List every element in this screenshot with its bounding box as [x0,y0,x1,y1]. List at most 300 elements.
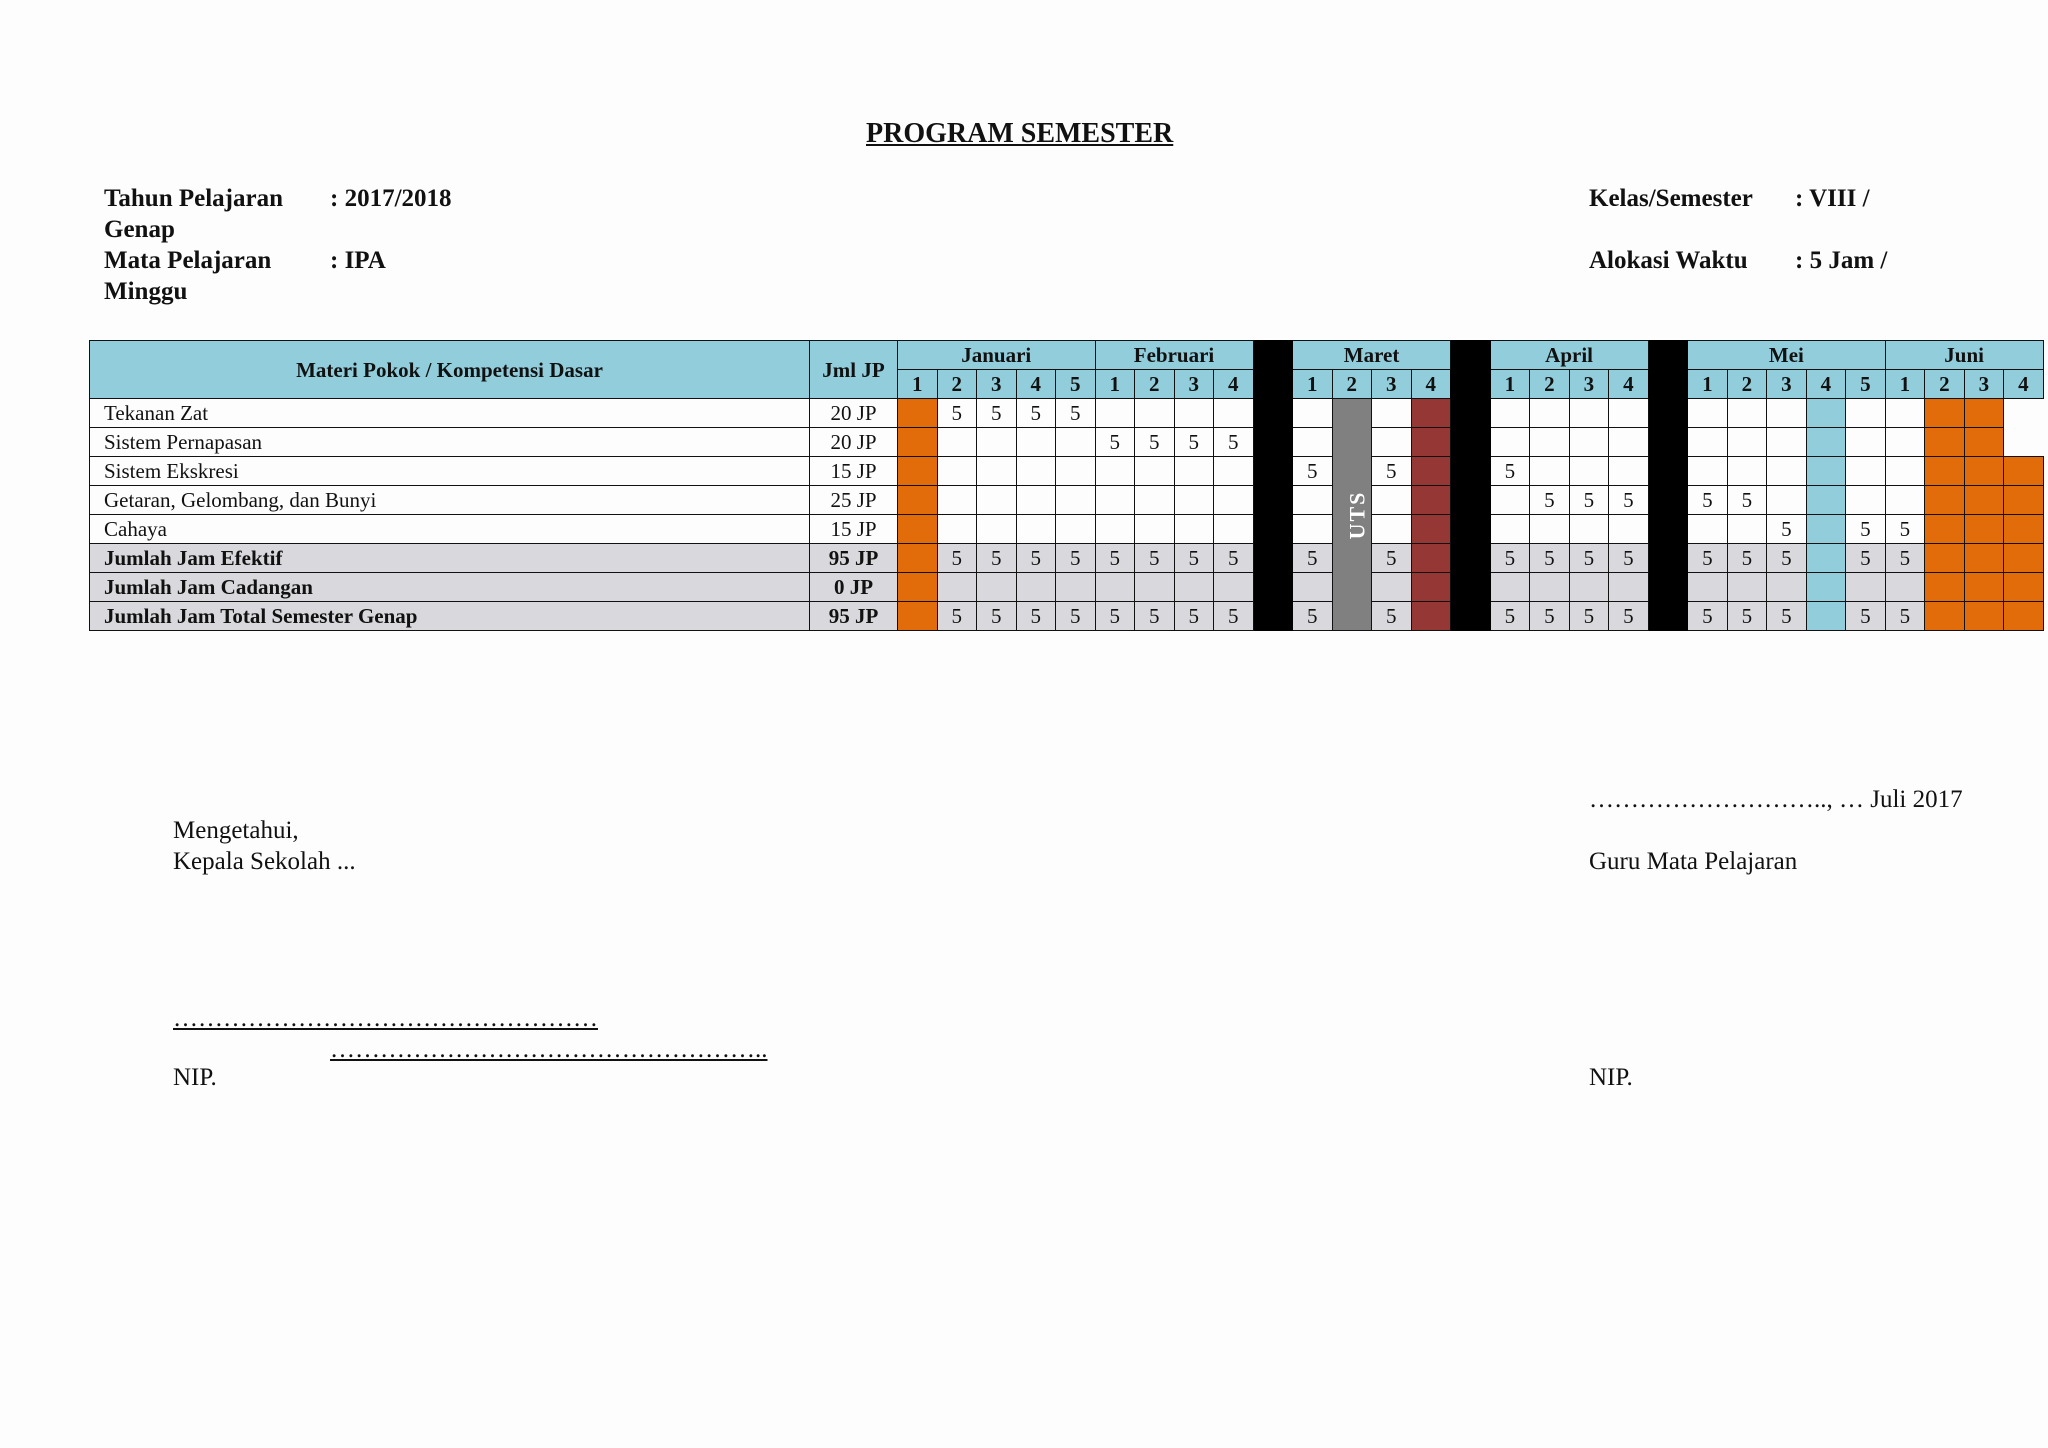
week-cell [1767,573,1807,602]
activity-cell [1806,486,1846,515]
kelas-value: : VIII / [1795,185,1870,212]
week-cell [1569,573,1609,602]
table-row [90,544,2044,573]
jml-jp-cell: 0 JP [810,573,898,602]
jml-jp-cell: 20 JP [810,399,898,428]
nip-left: NIP. [173,1064,217,1091]
header-week: 3 [977,370,1017,399]
week-cell [977,486,1017,515]
week-cell [937,573,977,602]
table-row [90,457,2044,486]
week-cell [1530,457,1570,486]
week-cell [1095,486,1135,515]
header-week: 3 [1964,370,2004,399]
header-week: 1 [1885,370,1925,399]
week-cell [1530,515,1570,544]
uts-label: UTS [1343,490,1369,539]
holiday-cell [898,486,938,515]
table-row [90,602,2044,631]
header-week: 3 [1174,370,1214,399]
break-cell [1451,428,1491,457]
signature-line-mid: …………………………………………….. [330,1036,768,1063]
week-cell [1135,457,1175,486]
week-cell [1214,486,1254,515]
week-cell [1372,573,1412,602]
table-row [90,515,2044,544]
week-cell: 5 [937,399,977,428]
week-cell [1609,457,1649,486]
week-cell: 5 [1135,544,1175,573]
week-cell: 5 [1885,515,1925,544]
week-cell [1056,457,1096,486]
week-cell [1135,399,1175,428]
week-cell: 5 [1727,544,1767,573]
holiday-cell [1925,602,1965,631]
week-cell [1372,428,1412,457]
week-cell [1727,515,1767,544]
week-cell [1490,573,1530,602]
holiday-cell [1964,515,2004,544]
jml-jp-cell: 95 JP [810,602,898,631]
header-month-juni: Juni [1885,341,2043,370]
activity-cell [1806,515,1846,544]
header-week: 2 [1727,370,1767,399]
break-cell [1648,428,1688,457]
mapel-value: : IPA [330,247,386,274]
week-cell [1293,428,1333,457]
week-cell [1490,428,1530,457]
week-cell [1293,515,1333,544]
week-cell [1846,457,1886,486]
week-cell [1095,573,1135,602]
table-row [90,486,2044,515]
date-line: ……………………….., … Juli 2017 [1589,786,1963,813]
week-cell [1727,399,1767,428]
week-cell: 5 [1293,544,1333,573]
week-cell [1688,573,1728,602]
materi-cell: Getaran, Gelombang, dan Bunyi [90,486,810,515]
week-cell: 5 [1293,457,1333,486]
alokasi-label: Alokasi Waktu [1589,247,1748,274]
week-cell [1885,573,1925,602]
week-cell: 5 [1490,602,1530,631]
materi-cell: Tekanan Zat [90,399,810,428]
week-cell [1372,486,1412,515]
break-cell [1253,428,1293,457]
week-cell [1885,457,1925,486]
week-cell: 5 [1174,602,1214,631]
header-jml-jp: Jml JP [810,341,898,399]
week-cell [1767,486,1807,515]
header-materi: Materi Pokok / Kompetensi Dasar [90,341,810,399]
program-semester-table [89,340,2044,631]
week-cell: 5 [977,602,1017,631]
week-cell [937,457,977,486]
week-cell: 5 [1135,602,1175,631]
week-cell [1135,573,1175,602]
holiday-cell [2004,573,2044,602]
holiday-cell [2004,544,2044,573]
break-cell [1451,457,1491,486]
holiday-cell [1964,573,2004,602]
header-week: 4 [1214,370,1254,399]
header-week: 3 [1767,370,1807,399]
week-cell [1056,515,1096,544]
materi-cell: Jumlah Jam Efektif [90,544,810,573]
header-week: 3 [1569,370,1609,399]
week-cell [1569,515,1609,544]
holiday-cell [2004,486,2044,515]
week-cell [1767,457,1807,486]
week-cell [1135,486,1175,515]
alokasi-value: : 5 Jam / [1795,247,1888,274]
week-cell: 5 [1569,486,1609,515]
header-week: 2 [1925,370,1965,399]
week-cell [1609,428,1649,457]
holiday-cell [898,602,938,631]
header-week: 4 [1609,370,1649,399]
week-cell [1095,399,1135,428]
break-cell [1451,486,1491,515]
holiday-cell [1964,544,2004,573]
page-title: PROGRAM SEMESTER [866,118,1174,149]
week-cell: 5 [1016,602,1056,631]
week-cell [937,486,977,515]
week-cell: 5 [1214,602,1254,631]
week-cell: 5 [1135,428,1175,457]
week-cell [1846,486,1886,515]
week-cell: 5 [1767,544,1807,573]
break-cell [1648,399,1688,428]
week-cell [1767,399,1807,428]
header-week: 2 [1332,370,1372,399]
tahun-label: Tahun Pelajaran [104,185,283,212]
jml-jp-cell: 95 JP [810,544,898,573]
break-cell [1648,573,1688,602]
week-cell [1293,573,1333,602]
week-cell [1372,515,1412,544]
week-cell: 5 [1214,544,1254,573]
week-cell [937,515,977,544]
holiday-cell [898,515,938,544]
jml-jp-cell: 20 JP [810,428,898,457]
week-cell [1688,399,1728,428]
activity-cell [1806,428,1846,457]
week-cell [1095,457,1135,486]
week-cell [1174,457,1214,486]
holiday-cell [898,399,938,428]
header-month-januari: Januari [898,341,1096,370]
header-month-april: April [1490,341,1648,370]
holiday-cell [2004,457,2044,486]
week-cell [1727,428,1767,457]
jml-jp-cell: 25 JP [810,486,898,515]
holiday-cell [1925,457,1965,486]
week-cell [1885,399,1925,428]
week-cell: 5 [1056,544,1096,573]
table-row [90,399,2044,428]
holiday-cell [1925,573,1965,602]
break-cell [1451,341,1491,399]
week-cell [1846,428,1886,457]
week-cell [1569,399,1609,428]
week-cell [1016,515,1056,544]
week-cell: 5 [1609,486,1649,515]
week-cell: 5 [1174,544,1214,573]
week-cell [1174,486,1214,515]
materi-cell: Cahaya [90,515,810,544]
week-cell: 5 [937,544,977,573]
activity-cell [1806,544,1846,573]
week-cell: 5 [1727,602,1767,631]
header-row-months [90,341,2044,370]
week-cell: 5 [1767,515,1807,544]
holiday-cell [898,457,938,486]
break-cell [1253,573,1293,602]
week-cell: 5 [1372,544,1412,573]
holiday-cell [2004,602,2044,631]
header-week: 2 [937,370,977,399]
week-cell: 5 [1056,399,1096,428]
table-row [90,428,2044,457]
week-cell [1214,399,1254,428]
week-cell [1609,573,1649,602]
minggu-wrap: Minggu [104,278,188,305]
week-cell [1135,515,1175,544]
holiday-cell [1925,399,1965,428]
kelas-label: Kelas/Semester [1589,185,1753,212]
week-cell: 5 [1016,399,1056,428]
week-cell: 5 [1885,602,1925,631]
week-cell: 5 [1095,544,1135,573]
week-cell [1214,457,1254,486]
week-cell [1688,515,1728,544]
guru-text: Guru Mata Pelajaran [1589,848,1798,875]
header-month-mei: Mei [1688,341,1886,370]
header-week: 5 [1846,370,1886,399]
week-cell: 5 [1609,602,1649,631]
signature-line-left: …………………………………………… [173,1005,598,1032]
week-cell [1490,515,1530,544]
break-cell [1648,341,1688,399]
week-cell: 5 [977,399,1017,428]
week-cell [1767,428,1807,457]
exam-cell [1411,573,1451,602]
week-cell [1569,428,1609,457]
materi-cell: Jumlah Jam Total Semester Genap [90,602,810,631]
holiday-cell [1964,602,2004,631]
week-cell: 5 [1530,602,1570,631]
holiday-cell [898,544,938,573]
week-cell [977,457,1017,486]
exam-cell [1411,399,1451,428]
holiday-cell [1925,515,1965,544]
week-cell [1214,573,1254,602]
materi-cell: Sistem Pernapasan [90,428,810,457]
week-cell [1372,399,1412,428]
week-cell [1174,573,1214,602]
jml-jp-cell: 15 JP [810,515,898,544]
week-cell [1056,428,1096,457]
week-cell [1846,573,1886,602]
holiday-cell [898,428,938,457]
header-week: 1 [1293,370,1333,399]
week-cell [1095,515,1135,544]
week-cell [1293,486,1333,515]
exam-cell [1411,428,1451,457]
week-cell [1174,515,1214,544]
mengetahui-text: Mengetahui, [173,817,299,844]
break-cell [1648,544,1688,573]
tahun-value: : 2017/2018 [330,185,452,212]
materi-cell: Sistem Ekskresi [90,457,810,486]
holiday-cell [1925,486,1965,515]
activity-cell [1806,399,1846,428]
header-week: 4 [2004,370,2044,399]
break-cell [1451,399,1491,428]
break-cell [1451,573,1491,602]
jml-jp-cell: 15 JP [810,457,898,486]
week-cell [1727,573,1767,602]
week-cell [1056,486,1096,515]
activity-cell [1806,602,1846,631]
week-cell: 5 [1372,602,1412,631]
week-cell: 5 [1727,486,1767,515]
break-cell [1253,457,1293,486]
break-cell [1451,602,1491,631]
week-cell [1214,515,1254,544]
holiday-cell [1925,428,1965,457]
header-week: 5 [1056,370,1096,399]
exam-cell [1411,602,1451,631]
week-cell: 5 [1688,486,1728,515]
holiday-cell [1964,428,2004,457]
kepala-sekolah-text: Kepala Sekolah ... [173,848,356,875]
week-cell [1056,573,1096,602]
activity-cell [1806,573,1846,602]
break-cell [1253,341,1293,399]
week-cell: 5 [1214,428,1254,457]
week-cell [1609,399,1649,428]
week-cell: 5 [1490,457,1530,486]
header-week: 2 [1530,370,1570,399]
week-cell: 5 [1490,544,1530,573]
header-week: 4 [1411,370,1451,399]
week-cell: 5 [1569,544,1609,573]
week-cell [1016,428,1056,457]
materi-cell: Jumlah Jam Cadangan [90,573,810,602]
mapel-label: Mata Pelajaran [104,247,272,274]
break-cell [1253,544,1293,573]
week-cell: 5 [1530,486,1570,515]
week-cell: 5 [1174,428,1214,457]
uts-cell [1332,399,1372,631]
week-cell [1609,515,1649,544]
holiday-cell [898,573,938,602]
week-cell: 5 [1885,544,1925,573]
week-cell: 5 [1095,602,1135,631]
week-cell [1688,457,1728,486]
break-cell [1451,515,1491,544]
week-cell [1727,457,1767,486]
header-week: 1 [1688,370,1728,399]
header-week: 2 [1135,370,1175,399]
week-cell [1530,573,1570,602]
week-cell: 5 [1846,544,1886,573]
week-cell [977,428,1017,457]
week-cell [1490,486,1530,515]
week-cell [937,428,977,457]
exam-cell [1411,515,1451,544]
exam-cell [1411,457,1451,486]
header-week: 1 [898,370,938,399]
holiday-cell [1925,544,1965,573]
week-cell: 5 [1569,602,1609,631]
week-cell [1688,428,1728,457]
week-cell [977,573,1017,602]
week-cell [1530,428,1570,457]
header-week: 3 [1372,370,1412,399]
week-cell [1016,486,1056,515]
week-cell: 5 [1293,602,1333,631]
header-week: 4 [1806,370,1846,399]
week-cell [1016,457,1056,486]
week-cell [1174,399,1214,428]
holiday-cell [2004,515,2044,544]
holiday-cell [1964,486,2004,515]
week-cell: 5 [1372,457,1412,486]
week-cell: 5 [1767,602,1807,631]
activity-cell [1806,457,1846,486]
week-cell: 5 [977,544,1017,573]
holiday-cell [1964,399,2004,428]
week-cell: 5 [1016,544,1056,573]
header-week: 1 [1095,370,1135,399]
week-cell [1569,457,1609,486]
break-cell [1253,602,1293,631]
break-cell [1648,457,1688,486]
holiday-cell [1964,457,2004,486]
break-cell [1648,515,1688,544]
week-cell [1293,399,1333,428]
break-cell [1253,399,1293,428]
header-month-maret: Maret [1293,341,1451,370]
week-cell: 5 [1530,544,1570,573]
week-cell: 5 [1056,602,1096,631]
week-cell [1530,399,1570,428]
header-month-februari: Februari [1095,341,1253,370]
break-cell [1648,602,1688,631]
week-cell: 5 [1609,544,1649,573]
table-row [90,573,2044,602]
exam-cell [1411,486,1451,515]
week-cell: 5 [1846,515,1886,544]
week-cell: 5 [937,602,977,631]
header-week: 1 [1490,370,1530,399]
week-cell [1885,428,1925,457]
break-cell [1253,486,1293,515]
week-cell [1846,399,1886,428]
week-cell: 5 [1688,544,1728,573]
week-cell [977,515,1017,544]
header-week: 4 [1016,370,1056,399]
semester-wrap: Genap [104,216,175,243]
exam-cell [1411,544,1451,573]
week-cell: 5 [1095,428,1135,457]
week-cell [1490,399,1530,428]
week-cell [1885,486,1925,515]
week-cell: 5 [1688,602,1728,631]
